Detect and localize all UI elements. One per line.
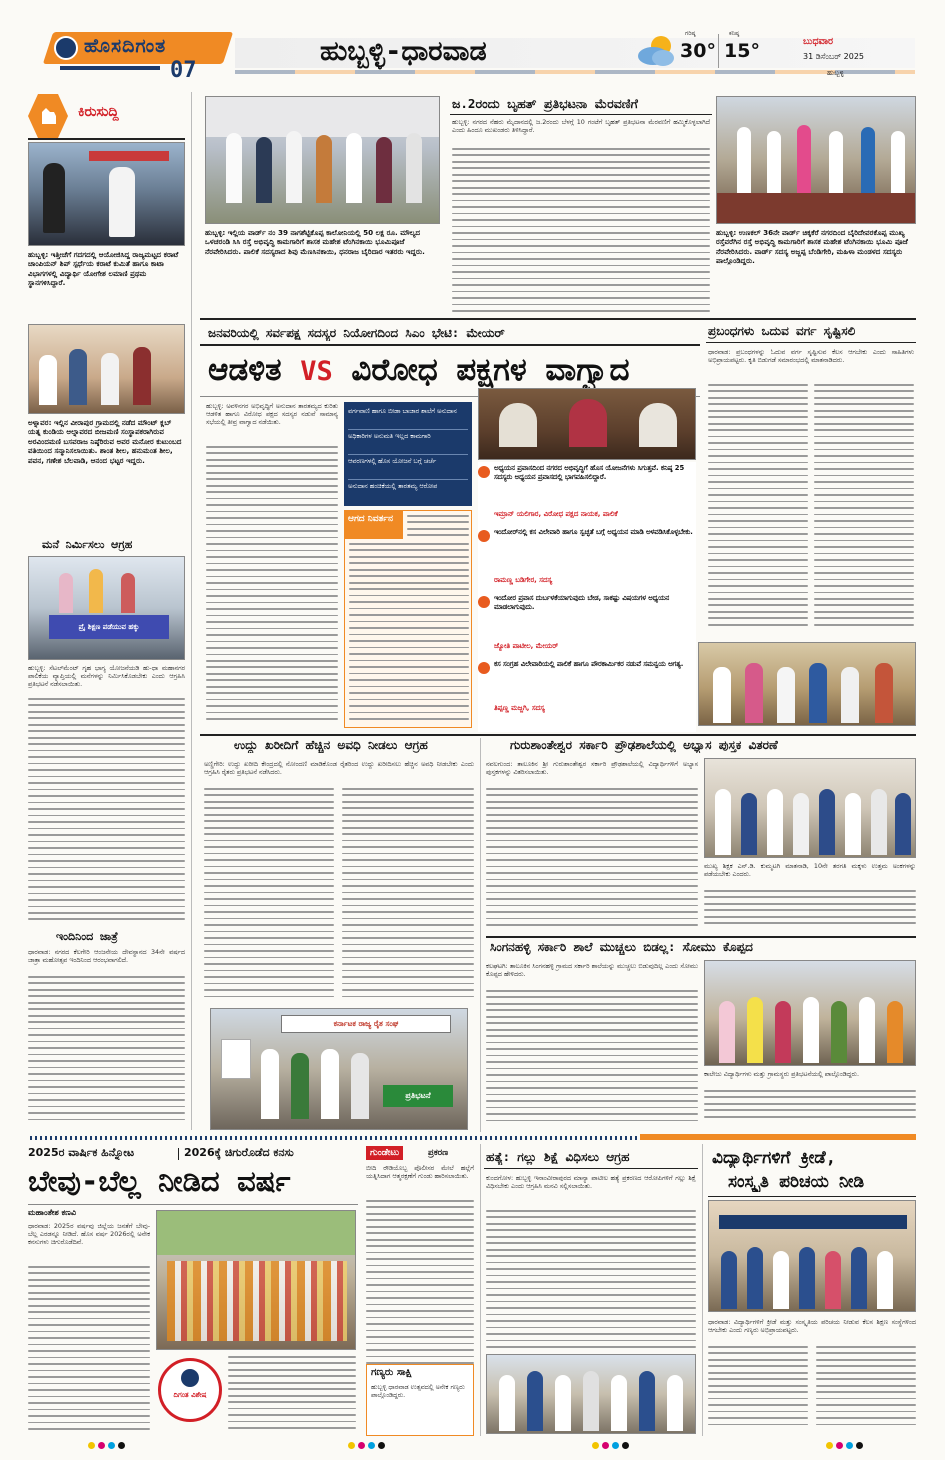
digantha-seal [158,1358,222,1422]
sidebar-box [344,510,472,728]
quote-name: ರಾಮಣ್ಣ ಬಡಿಗೇರ, ಸದಸ್ಯ [494,576,553,584]
essay-text: ಧಾರವಾಡ: ಪ್ರಬಂಧಗಳನ್ನು ಓದುವ ವರ್ಗ ಸೃಷ್ಟಿಸುವ ಕೆಲಸ ಆಗಬೇಕು ಎಂದು ಸಾಹಿತಿಗಳು ಅಭಿಪ್ರಾಯಪಟ್ಟರು. ಕೃತಿ ಬಿಡುಗಡೆ ಸಮಾರಂಭದಲ್ಲಿ ಮಾತನಾಡಿದರು. [708,348,914,364]
felicitation-photo [28,324,185,414]
logo-name: ಹೊಸದಿಗಂತ [84,35,167,57]
city: ಹುಬ್ಬಳ್ಳಿ [827,69,844,77]
quote-box [478,462,696,732]
date: 31 ಡಿಸೆಂಬರ್ 2025 [803,52,865,61]
sports-text: ಧಾರವಾಡ: ವಿದ್ಯಾರ್ಥಿಗಳಿಗೆ ಕ್ರೀಡೆ ಮತ್ತು ಸಂಸ್ಕೃತಿಯ ಪರಿಚಯ ನೀಡುವ ಕೆಲಸ ಶಿಕ್ಷಣ ಸಂಸ್ಥೆಗಳಿಂದ ಆಗಬೇಕು ಎಂದು ಗಣ್ಯರು ಅಭಿಪ್ರಾಯಪಟ್ಟರು. [708,1318,916,1334]
school-title: ಸಿಂಗನಹಳ್ಳಿ ಸರ್ಕಾರಿ ಶಾಲೆ ಮುಚ್ಚಲು ಬಿಡಲ್ಲ: ಸೋಮು ಕೊಪ್ಪದ [490,940,753,954]
bhoomi-pooja-photo [716,96,916,224]
essay-title: ಪ್ರಬಂಧಗಳು ಒದುವ ವರ್ಗ ಸೃಷ್ಟಿಸಲಿ [708,324,856,338]
shootout-text: ಬೀದಿ ರೌಡಿಯೊಬ್ಬ ಪೊಲೀಸರ ಮೇಲೆ ಹಲ್ಲೆಗೆ ಯತ್ನಿಸಿದಾಗ ಆತ್ಮರಕ್ಷಣೆಗೆ ಗುಂಡು ಹಾರಿಸಲಾಯಿತು. [366,1164,474,1180]
quote-text: ಇಂದೋರ್‌ನಲ್ಲಿ ಕಸ ವಿಲೇವಾರಿ ಹಾಗೂ ಸ್ವಚ್ಛತೆ ಬಗ್ಗೆ ಅಧ್ಯಯನ ಮಾಡಿ ಅಳವಡಿಸಿಕೊಳ್ಳಬೇಕು. [494,528,693,536]
quote-bullet-icon [478,530,490,542]
max-temp-label: ಗರಿಷ್ಠ [685,30,696,37]
book-release-photo [698,642,916,726]
witness-text: ಹುಬ್ಬಳ್ಳಿ ಧಾರವಾಡ ಉತ್ಸವದಲ್ಲಿ ಅನೇಕ ಗಣ್ಯರು ಪಾಲ್ಗೊಂಡಿದ್ದರು. [371,1383,465,1399]
headline-vs: VS [300,356,333,387]
school-caption: ಕಾಲೇಜು ವಿದ್ಯಾರ್ಥಿಗಳು ಮತ್ತು ಗ್ರಾಮಸ್ಥರು ಪ್ರತಿಭಟನೆಯಲ್ಲಿ ಪಾಲ್ಗೊಂಡಿದ್ದರು. [704,1070,859,1078]
main-story [200,322,700,732]
day: ಬುಧವಾರ [803,36,834,47]
protest-march-title: ಜ.2ರಂದು ಬೃಹತ್ ಪ್ರತಿಭಟನಾ ಮೆರವಣಿಗೆ [452,96,638,111]
protest-banner: ಪ್ರೈ ಶಿಕ್ಷಣ ಪಡೆಯುವ ಹಕ್ಕು [49,615,169,639]
main-lead: ಹುಬ್ಬಳ್ಳಿ: ಅವಳಿನಗರ ಅಭಿವೃದ್ಧಿಗೆ ಅನುದಾನ ತಾರತಮ್ಯದ ಕುರಿತು ಆಡಳಿತ ಹಾಗೂ ವಿರೋಧ ಪಕ್ಷದ ಸದಸ್ಯರ ನಡುವೆ ಸಾಮಾನ್ಯ ಸಭೆಯಲ್ಲಿ ತೀವ್ರ ವಾಗ್ವಾದ ನಡೆಯಿತು. [206,402,338,426]
quote-name: ತಿಪ್ಪಣ್ಣ ಮಜ್ಜಗಿ, ಸದಸ್ಯ [494,704,545,712]
workbook-distribution-photo [704,758,916,858]
road-work-photo [205,96,440,224]
shootout-label: ಗುಂಡೇಟು [366,1146,403,1160]
kirusuddi-column [28,92,185,1130]
protest-sign: ಪ್ರತಿಭಟನೆ [383,1085,453,1107]
urad-title: ಉದ್ದು ಖರೀದಿಗೆ ಹೆಚ್ಚಿನ ಅವಧಿ ನೀಡಲು ಆಗ್ರಹ [234,738,428,752]
item3-title: ಮನೆ ನಿರ್ಮಿಸಲು ಆಗ್ರಹ [42,538,133,551]
main-bullet: ಅನುದಾನ ಹಂಚಿಕೆಯಲ್ಲಿ ತಾರತಮ್ಯ ಆರೋಪ [348,482,438,490]
protest-march-lead: ಹುಬ್ಬಳ್ಳಿ: ನಗರದ ನೆಹರು ಮೈದಾನದಲ್ಲಿ ಜ.2ರಂದು ಬೆಳಗ್ಗೆ 10 ಗಂಟೆಗೆ ಬೃಹತ್ ಪ್ರತಿಭಟನಾ ಮೆರವಣಿಗೆ ಹಮ್ಮಿಕೊಳ್ಳಲಾಗಿದೆ ಎಂದು ಹಿಂದೂ ಮುಖಂಡರು ತಿಳಿಸಿದ್ದಾರೆ. [452,118,710,134]
year-review [28,1146,358,1436]
quote-bullet-icon [478,662,490,674]
byline: ಮಹಾಂತೇಶ ಕಣವಿ [28,1208,76,1217]
max-temp: 30° [680,40,716,62]
road-work-caption: ಹುಬ್ಬಳ್ಳಿ: ಇಲ್ಲಿಯ ವಾರ್ಡ್ ನಂ 39 ನಾಗಶೆಟ್ಟಿಕೊಪ್ಪ ಕಾಲೋನಿಯಲ್ಲಿ 50 ಲಕ್ಷ ರೂ. ಮೌಲ್ಯದ ಒಳಚರಂಡಿ ಸಿಸಿ ರಸ್ತೆ ಅಭಿವೃದ್ಧಿ ಕಾಮಗಾರಿಗೆ ಶಾಸಕ ಮಹೇಶ ಟೆಂಗಿನಕಾಯಿ ಭೂಮಿಪೂಜೆ ನೆರವೇರಿಸಿದರು. ಪಾಲಿಕೆ ಸದಸ್ಯರಾದ ಶಿವು ಮೆಣಸಿನಕಾಯಿ, ಧನರಾಜ ಬೈರಿದಾರ ಇತರರು ಇದ್ದರು. [205,228,425,256]
rally-photo [156,1210,356,1350]
kirusuddi-title: ಕಿರುಸುದ್ದಿ [78,104,119,120]
witness-box [366,1364,474,1436]
quote-text: ಇಂದೋರ ಪ್ರವಾಸ ದುರ್ಬಳಕೆಯಾಗುವುದು ಬೇಡ, ಸಾಕಷ್ಟು ವಿಷಯಗಳ ಅಧ್ಯಯನ ಮಾಡಲಾಗುವುದು. [494,594,670,611]
edition-title: ಹುಬ್ಬಳ್ಳಿ-ಧಾರವಾಡ [320,36,487,67]
main-kicker: ಜನವರಿಯಲ್ಲಿ ಸರ್ವಪಕ್ಷ ಸದಸ್ಯರ ನಿಯೋಗದಿಂದ ಸಿಎಂ ಭೇಟಿ: ಮೇಯರ್ [208,326,505,340]
farmer-protest-photo [210,1008,468,1130]
main-bullet: ಆವರಣಗಳಲ್ಲಿ ಹೊಸ ಯೋಜನೆ ಬಗ್ಗೆ ಚರ್ಚೆ [348,455,468,480]
page-number: 07 [170,58,197,83]
murder-title: ಹತ್ಯೆ: ಗಲ್ಲು ಶಿಕ್ಷೆ ವಿಧಿಸಲು ಆಗ್ರಹ [486,1150,630,1164]
item3-text: ಹುಬ್ಬಳ್ಳಿ: ಸೆಟಲ್‌ಮೆಂಟ್ ಗೃಹ ಭಾಗ್ಯ ಯೋಜನೆಯಡಿ ಹು-ಧಾ ಮಹಾನಗರ ಪಾಲಿಕೆಯ ವ್ಯಾಪ್ತಿಯಲ್ಲಿ ಮನೆಗಳನ್ನು ನಿರ್ಮಿಸಿಕೊಡಬೇಕು ಎಂದು ಆಗ್ರಹಿಸಿ ಪ್ರತಿಭಟನೆ ನಡೆಸಲಾಯಿತು. [28,664,185,688]
min-temp-label: ಕನಿಷ್ಠ [729,30,740,37]
min-temp: 15° [724,40,760,62]
witness-title: ಗಣ್ಯರು ಸಾಕ್ಷಿ [371,1367,412,1378]
farmer-banner: ಕರ್ನಾಟಕ ರಾಜ್ಯ ರೈತ ಸಂಘ [281,1015,451,1033]
sports-title-line1: ವಿದ್ಯಾರ್ಥಿಗಳಿಗೆ ಕ್ರೀಡೆ, [712,1148,836,1168]
main-bullets-box [344,402,472,506]
workbook-title: ಗುರುಶಾಂತೇಶ್ವರ ಸರ್ಕಾರಿ ಪ್ರೌಢಶಾಲೆಯಲ್ಲಿ ಅಭ್ಯಾಸ ಪುಸ್ತಕ ವಿತರಣೆ [510,738,778,752]
weather-icon [635,32,677,68]
karate-caption: ಹುಬ್ಬಳ್ಳಿ: ಇತ್ತೀಚೆಗೆ ಗದಗದಲ್ಲಿ ಆಯೋಜಿಸಿದ್ದ ರಾಜ್ಯಮಟ್ಟದ ಕರಾಟೆ ಚಾಂಪಿಯನ್ ಶಿಪ್ ಸ್ಪರ್ಧೆಯ ಕರಾಟೆ ಕುಮಿತೆ ಹಾಗೂ ಕಾಟಾ ವಿಭಾಗಗಳಲ್ಲಿ ವಿದ್ಯಾರ್ಥಿ ಯೋಗೇಶ ಲಮಾಣಿ ಪ್ರಥಮ ಸ್ಥಾನಗಳಿಸಿದ್ದಾರೆ. [28,250,179,288]
item4-title: ಇಂದಿನಿಂದ ಜಾತ್ರೆ [56,930,118,943]
logo-emblem-icon [54,36,78,60]
headline-part2: ವಿರೋಧ ಪಕ್ಷಗಳ ವಾಗ್ವಾದ [351,352,630,388]
school-text: ಕಲಘಟಗಿ: ತಾಲೂಕಿನ ಸಿಂಗನಹಳ್ಳಿ ಗ್ರಾಮದ ಸರ್ಕಾರಿ ಶಾಲೆಯನ್ನು ಮುಚ್ಚಲು ಬಿಡುವುದಿಲ್ಲ ಎಂದು ಸೋಮು ಕೊಪ್ಪದ ಹೇಳಿದರು. [486,962,698,978]
urad-text: ಅಣ್ಣಿಗೇರಿ: ಉದ್ದು ಖರೀದಿ ಕೇಂದ್ರದಲ್ಲಿ ನೋಂದಣಿ ಮಾಡಿಕೊಂಡ ರೈತರಿಂದ ಉದ್ದು ಖರೀದಿಸಲು ಹೆಚ್ಚಿನ ಅವಧಿ ನೀಡಬೇಕು ಎಂದು ಆಗ್ರಹಿಸಿ ರೈತರು ಪ್ರತಿಭಟನೆ ನಡೆಸಿದರು. [204,760,474,776]
karate-photo [28,142,185,246]
students-photo [708,1200,916,1312]
workbook-caption: ಮುಖ್ಯ ಶಿಕ್ಷಕ ಎನ್.ಡಿ. ಕುಮ್ಮಟಗಿ ಮಾತನಾಡಿ, 10ನೇ ತರಗತಿ ಮಕ್ಕಳು ಉತ್ತಮ ಅಂಕಗಳನ್ನು ಪಡೆಯಬೇಕು ಎಂದರು. [704,862,916,878]
year-kicker-b: 2026ಕ್ಕೆ ಚಿಗುರೊಡೆದ ಕನಸು [184,1146,294,1159]
quote-bullet-icon [478,466,490,478]
felicitation-caption: ಅಳ್ನಾವರ: ಇಲ್ಲಿನ ವೀರಾಪುರ ಗ್ರಾಮದಲ್ಲಿ ನಡೆದ ಮೌಂಟ್ ಕ್ಲಬ್ ಯತ್ನ ಕುಂಡಿಯ ಆಲ್ನಾವರದ ಬೀಜಮಣಿ ಸಂಸ್ಥಾಪಕರಾಗಿರುವ ಅರವಿಂದಮಣಿ ಬಸವರಾಜ ನಿಷ್ಠೆರಿರುವ ಅವರ ಮನೋರ ಕುಟುಂಬದ ವತಿಯಿಂದ ಸನ್ಮಾನಿಸಲಾಯಿತು. ಶಾಂತ ಶೀಲ, ಹನುಮಂತ ಶೀಲ, ಪವನ, ಗಣೇಶ ಬೆಲವಾಡಿ, ಆನಂದ ಭಟ್ಟರ ಇದ್ದರು. [28,418,182,465]
school-protest-photo [704,960,916,1066]
masthead [30,30,915,88]
registration-marks [0,1440,945,1454]
protest-photo [28,556,185,660]
workbook-text: ನವಲಗುಂದ: ತಾಲೂಕಿನ ಶ್ರೀ ಗುರುಶಾಂತೇಶ್ವರ ಸರ್ಕಾರಿ ಪ್ರೌಢಶಾಲೆಯಲ್ಲಿ ವಿದ್ಯಾರ್ಥಿಗಳಿಗೆ ಅಭ್ಯಾಸ ಪುಸ್ತಕಗಳನ್ನು ವಿತರಿಸಲಾಯಿತು. [486,760,698,776]
main-bullet: ಅಧಿಕಾರಿಗಳ ಅನುಮತಿ ಇಲ್ಲದ ಕಾಮಗಾರಿ [348,430,468,455]
logo-block [30,30,230,88]
quote-bullet-icon [478,596,490,608]
item4-text: ಧಾರವಾಡ: ನಗರದ ಕೆಲಗೇರಿ ಆಂಜನೇಯ ದೇವಸ್ಥಾನದ 34ನೇ ವರ್ಷದ ಜಾತ್ರಾ ಮಹೋತ್ಸವ ಇಂದಿನಿಂದ ಆರಂಭವಾಗಲಿದೆ. [28,948,185,964]
main-bullet: ವರ್ಗವಾಣಿ ಹಾಗೂ ಬೀಡಾ ಬಾಜಾರ ಶಾಲೆಗೆ ಅನುದಾನ [348,405,468,430]
murder-text: ಕುಂದಗೋಳ: ಹುಬ್ಬಳ್ಳಿ ಇನಾಂವೀರಾಪುರದ ಮಾನ್ಯಾ ಪಾಟೀಲ ಹತ್ಯೆ ಪ್ರಕರಣದ ಆರೋಪಿಗಳಿಗೆ ಗಲ್ಲು ಶಿಕ್ಷೆ ವಿಧಿಸಬೇಕು ಎಂದು ಆಗ್ರಹಿಸಿ ಮನವಿ ಸಲ್ಲಿಸಲಾಯಿತು. [486,1174,696,1190]
year-headline: ಬೇವು-ಬೆಲ್ಲ ನೀಡಿದ ವರ್ಷ [28,1164,291,1198]
quote-name: ಜ್ಯೋತಿ ಪಾಟೀಲ, ಮೇಯರ್ [494,642,559,650]
hand-icon [28,94,68,138]
memorandum-photo [486,1354,696,1434]
quote-name: ಇಮ್ರಾನ್ ಯಲಿಗಾರ, ವಿರೋಧ ಪಕ್ಷದ ನಾಯಕ, ಪಾಲಿಕೆ [494,510,618,518]
quote-text: ಅಧ್ಯಯನ ಪ್ರವಾಸದಿಂದ ನಗರದ ಅಭಿವೃದ್ಧಿಗೆ ಹೊಸ ಯೋಜನೆಗಳು ಸಿಗುತ್ತವೆ. ಕನಿಷ್ಠ 25 ಸದಸ್ಯರು ಅಧ್ಯಯನ ಪ್ರವಾಸದಲ್ಲಿ ಭಾಗವಹಿಸಲಿದ್ದಾರೆ. [494,464,685,481]
year-text: ಧಾರವಾಡ: 2025ರ ವರ್ಷವು ಜಿಲ್ಲೆಯ ಜನತೆಗೆ ಬೇವು-ಬೆಲ್ಲ ಎರಡನ್ನೂ ನೀಡಿದೆ. ಹೊಸ ವರ್ಷ 2026ರಲ್ಲಿ ಅನೇಕ ಕನಸುಗಳು ಚಿಗುರೊಡೆದಿವೆ. [28,1222,150,1246]
shootout-label2: ಪ್ರಕರಣ [428,1148,449,1158]
quote-text: ಕಸ ಸಂಗ್ರಹ ವಿಲೇವಾರಿಯಲ್ಲಿ ಪಾಲಿಕೆ ಹಾಗೂ ಪೌರಕಾರ್ಮಿಕರ ನಡುವೆ ಸಮನ್ವಯ ಅಗತ್ಯ. [494,660,684,668]
council-meeting-photo [478,388,696,460]
bhoomi-pooja-caption: ಹುಬ್ಬಳ್ಳಿ: ಉಣಕಲ್ 36ನೇ ವಾರ್ಡ್ ಚಿಕ್ಕಕೆರೆ ನಗರದಿಂದ ಬೈರಿದೇವರಕೊಪ್ಪ ಮುಖ್ಯ ರಸ್ತೆವರೆಗಿನ ರಸ್ತೆ ಅಭಿವೃದ್ಧಿ ಕಾಮಗಾರಿಗೆ ಶಾಸಕ ಮಹೇಶ ಟೆಂಗಿನಕಾಯಿ ಭೂಮಿ ಪೂಜೆ ನೆರವೇರಿಸಿದರು. ವಾರ್ಡ್ ಸದಸ್ಯ ಅಜ್ಜಪ್ಪ ಬೆಂಡಿಗೇರಿ, ಮಹಿಳಾ ಮಂಡಳದ ಸದಸ್ಯರು ಪಾಲ್ಗೊಂಡಿದ್ದರು. [716,228,908,266]
seal-emblem-icon [181,1369,199,1387]
seal-text: ದಿಗಂತ ವಿಶೇಷ [173,1391,207,1399]
year-kicker-a: 2025ರ ವಾರ್ಷಿಕ ಹಿನ್ನೋಟ [28,1146,135,1159]
sports-title-line2: ಸಂಸ್ಕೃತಿ ಪರಿಚಯ ನೀಡಿ [728,1172,865,1192]
headline-part1: ಆಡಳಿತ [208,352,282,388]
sidebar-title: ಆಗದ ನಿವರ್ತನ [345,511,403,539]
shootout-story [366,1146,474,1436]
